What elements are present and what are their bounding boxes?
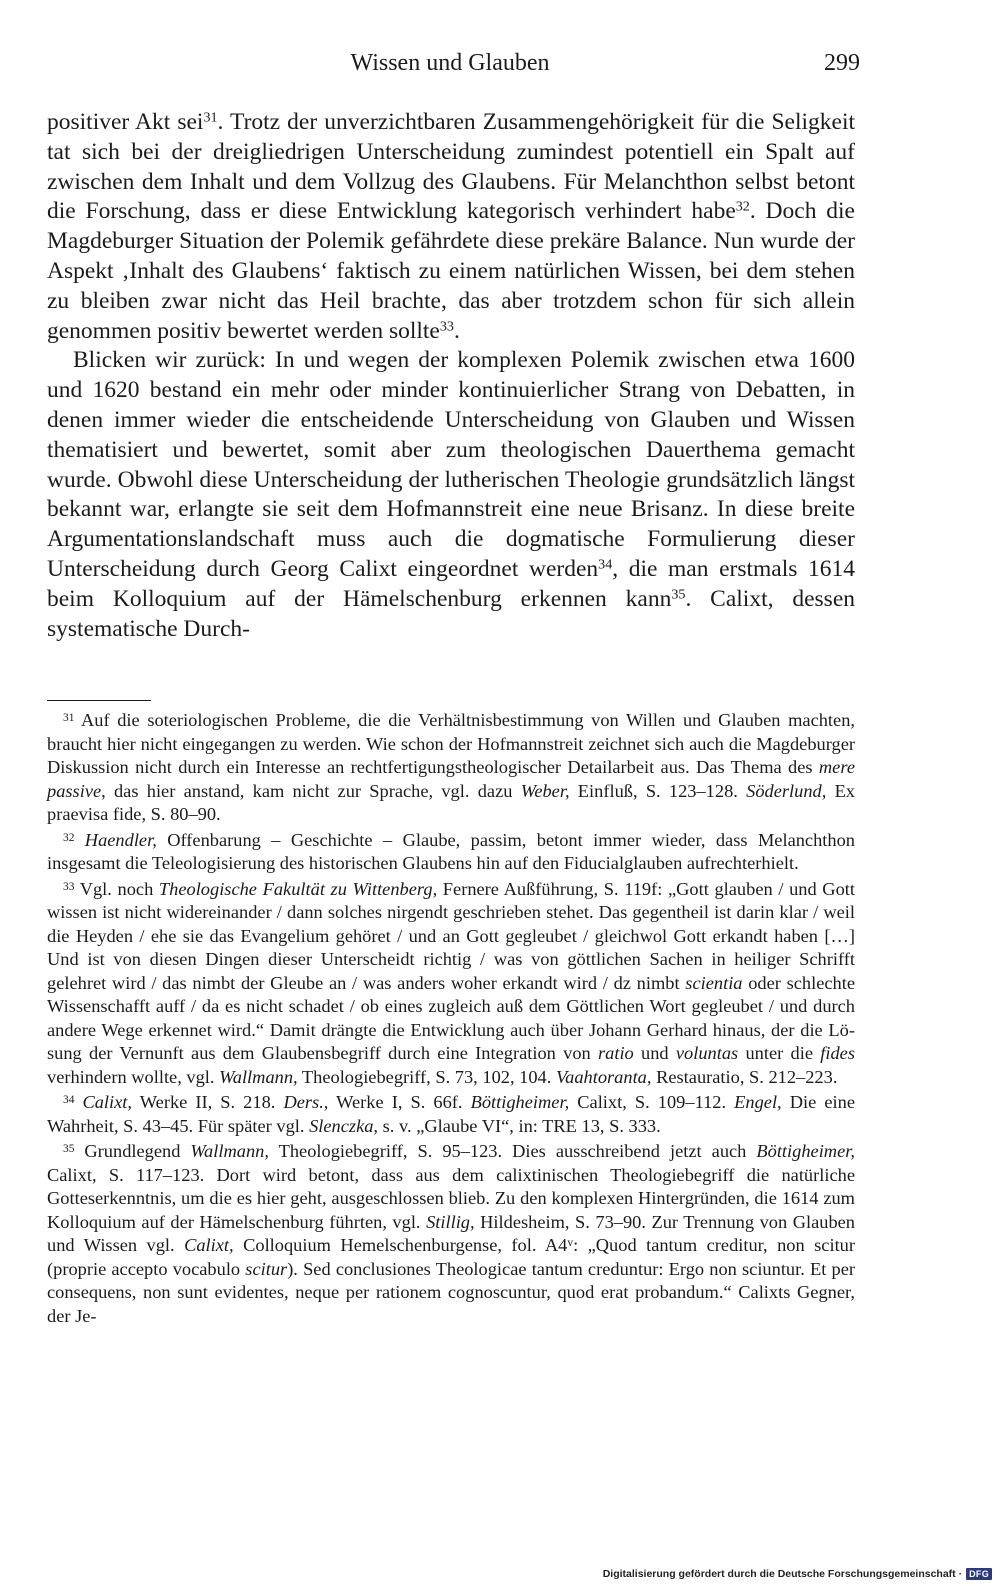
- italic-run: Stillig,: [426, 1211, 475, 1232]
- italic-run: Böttigheimer,: [756, 1141, 855, 1161]
- italic-run: fides: [820, 1043, 855, 1063]
- text-run: Hildesheim, S. 73–90. Zur Trennung von Glauben und Wissen vgl.: [47, 1211, 855, 1255]
- digitization-footer: [603, 1566, 992, 1582]
- italic-run: Calixt,: [82, 1092, 133, 1112]
- italic-run: Böttigheimer,: [470, 1092, 570, 1112]
- italic-run: scitur: [245, 1258, 288, 1279]
- italic-run: Theologische Fakultät zu Wittenberg,: [158, 878, 438, 899]
- footnote-ref-32: 32: [735, 198, 750, 215]
- footnote-35: [47, 1140, 855, 1328]
- italic-run: mere passive: [47, 757, 855, 801]
- text-run: . Calixt, dessen systematische Durch-: [47, 585, 855, 642]
- footnote-ref-34: 34: [598, 556, 613, 573]
- italic-run: Ders.,: [283, 1092, 329, 1112]
- page-header: [0, 46, 1000, 80]
- text-run: .: [453, 317, 460, 344]
- text-run: Fernere Außführung, S. 119f: „Gott glauben / und Gott wissen ist nicht widereinander / dann solches nirgendt geschrieben stehet. Das gegentheil ist darin klar / weil die Heyden / ehe sie das Evangelium gehöret / und an Gott gegleubet / gleichwol Gott erkandt haben […] Und ist von diesen Dingen dieser Unterscheidt richtig / was von göttlichen Sachen in heiliger Schrifft gelehret wird / das nimbt der Gleube an / was anders woher erkandt wird / dz nimbt: [47, 878, 855, 993]
- main-text: [47, 108, 855, 644]
- italic-run: Weber,: [520, 780, 570, 801]
- footnotes: [47, 709, 855, 1330]
- dfg-logo: DFG: [966, 1568, 992, 1580]
- text-run: Calixt, S. 117–123. Dort wird betont, dass aus dem calixtinischen Theologiebegriff die natürliche Gotteserkenntnis, um die es hier geht, ausgeschlossen blieb. Zu den komplexen Hintergründen, die 1614 zum Kolloquium auf der Hämelschenburg führten, vgl.: [47, 1164, 855, 1232]
- text-run: Blicken wir zurück: In und wegen der komplexen Polemik zwischen etwa 1600 und 1620 bestand ein mehr oder minder kontinuierlicher Strang von Debatten, in denen immer wieder die entscheidende Unterscheidung von Glauben und Wissen thematisiert und bewertet, somit aber zum theologischen Dauerthema gemacht wurde. Obwohl diese Unterscheidung der lutherischen Theologie grundsätzlich längst bekannt war, erlangte sie seit dem Hofmannstreit eine neue Brisanz. In diese breite Argumentationslandschaft muss auch die dogmatische Formulierung dieser Unterscheidung durch Georg Calixt eingeordnet werden: [47, 347, 855, 582]
- text-run: ). Sed conclusiones Theologicae tantum creduntur: Ergo non sciuntur. Et per consequens, non sunt evidentes, neque per rationem cognoscuntur, quod erat probandum.“ Calixts Gegner, der Je-: [47, 1258, 855, 1326]
- footnote-ref-35: 35: [671, 586, 686, 602]
- footnote-ref-31: 31: [203, 109, 218, 126]
- text-run: . Trotz der unverzichtbaren Zusammengehörigkeit für die Seligkeit tat sich bei der dreigliedrigen Unterscheidung zumindest potentiell ein Spalt auf zwischen dem Inhalt und dem Vollzug des Glaubens. Für Melanchthon selbst betont die Forschung, dass er diese Entwicklung kategorisch verhindert habe: [47, 109, 855, 225]
- text-run: Grundlegend: [74, 1141, 191, 1161]
- text-run: Auf die soteriologischen Probleme, die die Verhältnisbestimmung von Willen und Glauben machten, braucht hier nicht eingegangen zu werden. Wie schon der Hofmannstreit zeichnet sich auch die Magdeburger Diskussion nicht durch ein Interesse an rechtfertigungstheologischer Detailarbeit aus. Das Thema des: [47, 710, 855, 777]
- text-run: Restauratio, S. 212–223.: [651, 1066, 838, 1087]
- text-run: Die eine Wahrheit, S. 43–45. Für später vgl.: [47, 1092, 855, 1136]
- text-run: Werke II, S. 218.: [132, 1092, 284, 1112]
- text-run: Einfluß, S. 123–128.: [569, 780, 747, 801]
- text-run: Offenbarung – Geschichte – Glaube, passim, betont immer wieder, dass Melanchthon insgesamt die Teleologisierung des historischen Glaubens hin auf den Fiducialglauben aufrechterhielt.: [47, 829, 855, 873]
- italic-run: Vaahtoranta,: [555, 1066, 652, 1087]
- text-run: Vgl. noch: [74, 878, 159, 899]
- text-run: Theologiebegriff, S. 73, 102, 104.: [297, 1066, 556, 1087]
- italic-run: ratio: [597, 1043, 634, 1063]
- footnote-number: 34: [63, 1093, 75, 1106]
- italic-run: Haendler,: [84, 829, 157, 850]
- paragraph-2: [47, 346, 855, 644]
- text-run: Theologiebegriff, S. 95–123. Dies ausschreibend jetzt auch: [268, 1141, 757, 1161]
- italic-run: scientia: [685, 972, 743, 993]
- footnote-number: 31: [63, 711, 75, 724]
- footnote-ref-33: 33: [439, 317, 454, 334]
- footnote-number: 35: [63, 1142, 75, 1155]
- footnote-31: [47, 709, 855, 827]
- footnote-number: 33: [63, 880, 75, 893]
- italic-run: Wallmann,: [190, 1141, 269, 1161]
- text-run: und: [633, 1043, 676, 1063]
- italic-run: voluntas: [675, 1043, 739, 1063]
- text-run: Colloquium Hemelschenburgense, fol. A4: [233, 1235, 568, 1255]
- footnote-33: [47, 878, 855, 1090]
- text-run: s. v. „Glaube VI“, in: TRE 13, S. 333.: [378, 1115, 661, 1136]
- footnote-32: [47, 829, 855, 876]
- italic-run: Slenczka,: [309, 1115, 379, 1136]
- page-number: 299: [824, 50, 860, 76]
- text-run: : „Quod tantum creditur, non scitur (proprie accepto vocabulo: [47, 1235, 855, 1279]
- footer-text: Digitalisierung gefördert durch die Deutsche Forschungsgemeinschaft ·: [602, 1568, 963, 1580]
- text-run: Calixt, S. 109–112.: [569, 1092, 735, 1112]
- footnote-number: 32: [63, 831, 75, 844]
- text-run: oder schlechte Wissenschafft auff / da es nicht schadet / ob eines zugleich auß dem Göttlichen Wort gegleubet / und durch andere Wege erkennet wird.“ Damit drängte die Entwicklung auch über Johann Gerhard hinaus, der die Lösung der Vernunft aus dem Glaubensbegriff durch eine Integration von: [47, 972, 856, 1063]
- footnote-34: [47, 1091, 855, 1138]
- text-run: , die man erstmals 1614 beim Kolloquium auf der Hämelschenburg erkennen kann: [47, 555, 856, 612]
- text-run: verhindern wollte, vgl.: [47, 1066, 220, 1087]
- running-title: Wissen und Glauben: [350, 50, 550, 76]
- footnote-separator: [47, 700, 151, 701]
- text-run: Ex praevisa fide, S. 80–90.: [47, 780, 856, 824]
- italic-run: Calixt,: [184, 1235, 234, 1255]
- superscript: v: [567, 1236, 574, 1249]
- text-run: , das hier anstand, kam nicht zur Sprache, vgl. dazu: [101, 780, 521, 801]
- italic-run: Wallmann,: [219, 1066, 298, 1087]
- italic-run: Söderlund,: [746, 780, 827, 801]
- text-run: unter die: [738, 1043, 821, 1063]
- text-run: Werke I, S. 66f.: [328, 1092, 471, 1112]
- text-run: . Doch die Magdeburger Situation der Polemik gefährdete diese prekäre Balance. Nun wurde der Aspekt ‚Inhalt des Glaubens‘ faktisch zu einem natürlichen Wissen, bei dem stehen zu bleiben zwar nicht das Heil brachte, das aber trotzdem schon für sich allein genommen positiv bewertet werden sollte: [47, 198, 855, 344]
- italic-run: Engel,: [734, 1092, 782, 1112]
- text-run: positiver Akt sei: [47, 109, 204, 135]
- paragraph-1: [47, 108, 855, 346]
